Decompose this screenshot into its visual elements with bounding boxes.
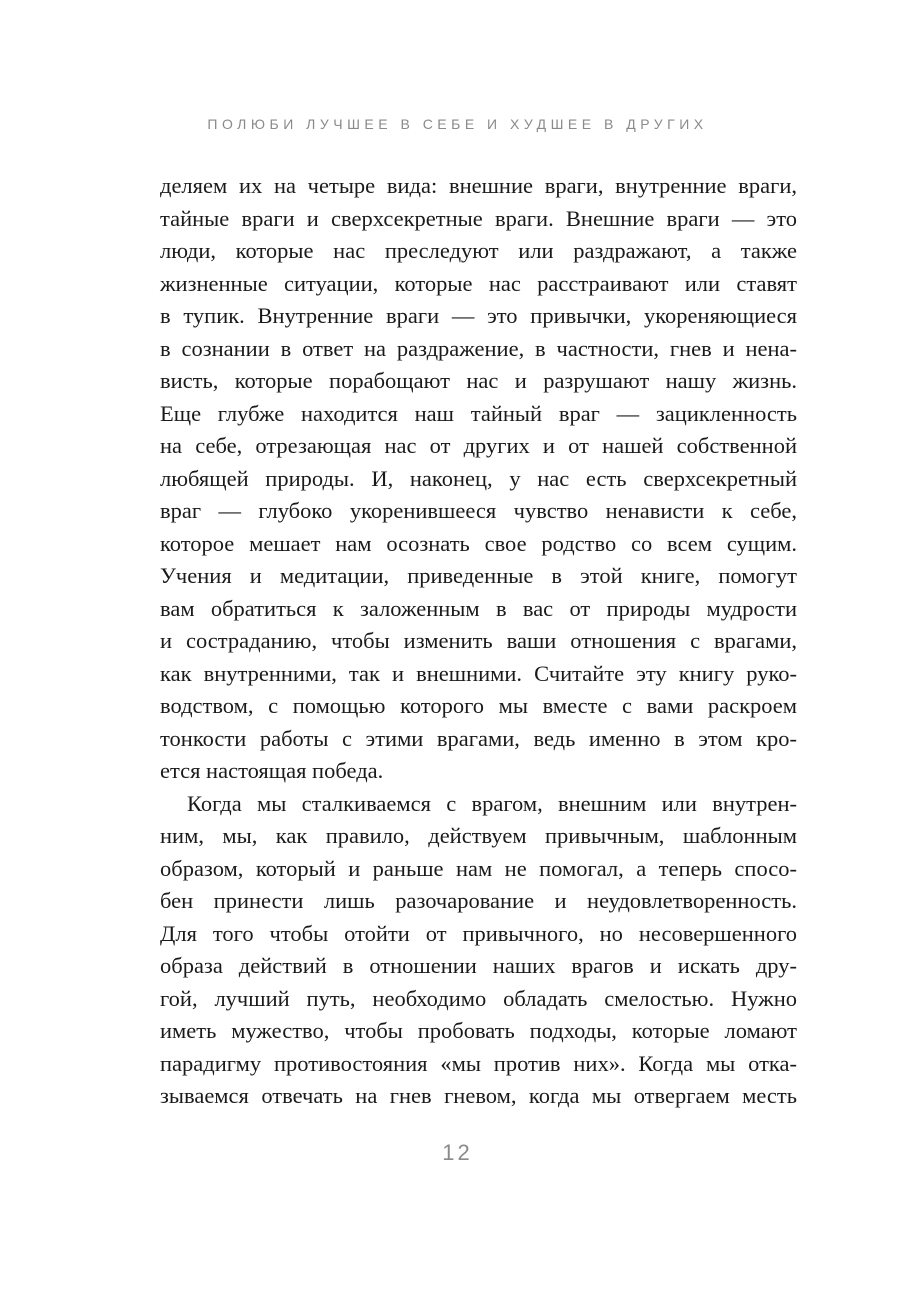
running-header: ПОЛЮБИ ЛУЧШЕЕ В СЕБЕ И ХУДШЕЕ В ДРУГИХ <box>207 116 708 132</box>
paragraph-2 <box>160 788 797 1113</box>
text-line: парадигму противостояния «мы против них». Когда мы отка- <box>160 1050 797 1076</box>
text-line: тонкости работы с этими врагами, ведь именно в этом кро- <box>160 725 797 751</box>
text-line: и состраданию, чтобы изменить ваши отношения с врагами, <box>160 628 797 653</box>
text-line: Еще глубже находится наш тайный враг — зацикленность <box>160 400 797 426</box>
text-line: деляем их на четыре вида: внешние враги, внутренние враги, <box>160 173 797 198</box>
text-line: жизненные ситуации, которые нас расстраивают или ставят <box>160 270 797 296</box>
text-line: на себе, отрезающая нас от других и от нашей собственной <box>160 433 797 458</box>
text-line: ется настоящая победа. <box>160 758 384 783</box>
text-line: любящей природы. И, наконец, у нас есть сверхсекретный <box>160 465 797 491</box>
body-text <box>160 170 797 1113</box>
paragraph-1 <box>160 170 797 788</box>
text-line: Для того чтобы отойти от привычного, но несовершенного <box>160 920 797 946</box>
text-line: тайные враги и сверхсекретные враги. Внешние враги — это <box>160 205 797 231</box>
text-line: висть, которые порабощают нас и разрушают нашу жизнь. <box>160 368 797 393</box>
text-line: в тупик. Внутренние враги — это привычки, укореняющиеся <box>160 303 797 328</box>
text-line: бен принести лишь разочарование и неудовлетворенность. <box>160 888 797 913</box>
text-line: ним, мы, как правило, действуем привычным, шаблонным <box>160 823 797 848</box>
text-line: иметь мужество, чтобы пробовать подходы, которые ломают <box>160 1018 797 1043</box>
text-line: Когда мы сталкиваемся с врагом, внешним или внутрен- <box>187 790 797 816</box>
text-line: вам обратиться к заложенным в вас от природы мудрости <box>160 595 797 621</box>
page-number: 12 <box>442 1140 473 1165</box>
text-line: которое мешает нам осознать свое родство со всем сущим. <box>160 530 797 556</box>
text-line: как внутренними, так и внешними. Считайте эту книгу руко- <box>160 660 797 686</box>
text-line: гой, лучший путь, необходимо обладать смелостью. Нужно <box>160 985 797 1011</box>
text-line: Учения и медитации, приведенные в этой книге, помогут <box>160 563 797 588</box>
text-line: образом, который и раньше нам не помогал, а теперь спосо- <box>160 855 797 881</box>
text-line: зываемся отвечать на гнев гневом, когда мы отвергаем месть <box>160 1083 797 1108</box>
text-line: в сознании в ответ на раздражение, в частности, гнев и нена- <box>160 335 797 361</box>
text-line: люди, которые нас преследуют или раздражают, а также <box>160 238 797 263</box>
text-line: враг — глубоко укоренившееся чувство ненависти к себе, <box>160 498 797 523</box>
text-line: водством, с помощью которого мы вместе с вами раскроем <box>160 693 797 718</box>
text-line: образа действий в отношении наших врагов и искать дру- <box>160 953 797 978</box>
